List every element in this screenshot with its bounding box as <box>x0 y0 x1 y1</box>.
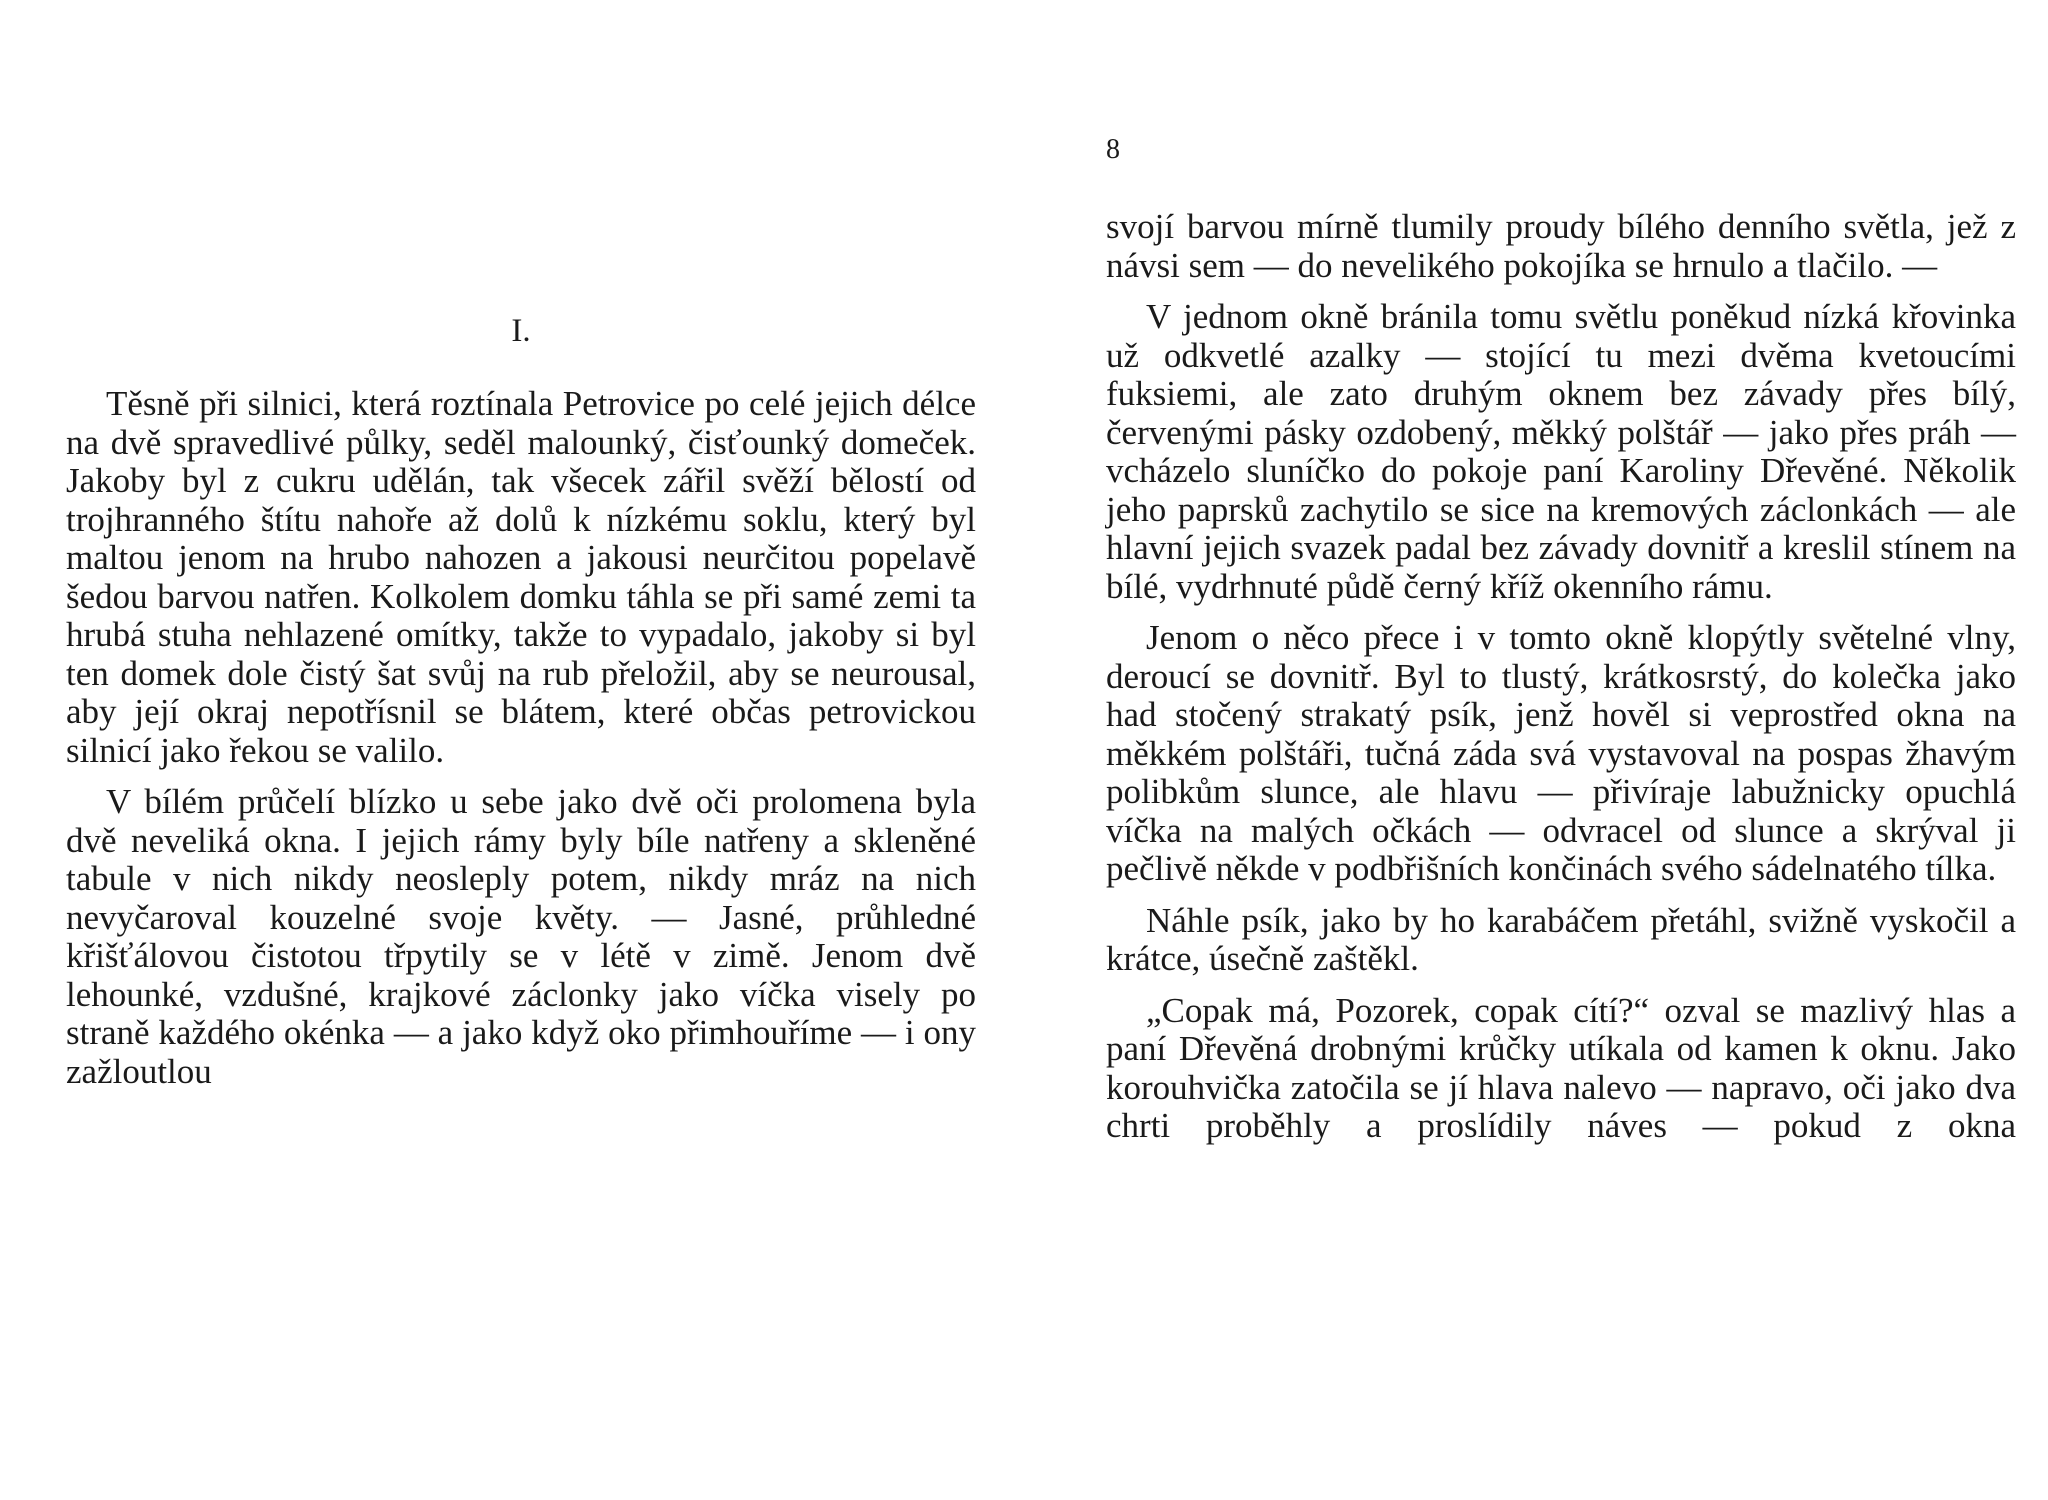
paragraph: Jenom o něco přece i v tomto okně klopýtly světelné vlny, deroucí se dovnitř. Byl to tlustý, krátkosrstý, do kolečka jako had stočený strakatý psík, jenž hověl si veprostřed okna na měkkém polštáři, tučná záda svá vystavoval na pospas žhavým polibkům slunce, ale hlavu — přivíraje labužnicky opuchlá víčka na malých očkách — odvracel od slunce a skrýval ji pečlivě někde v podbřišních končinách svého sádelnatého tílka. <box>1106 618 2016 888</box>
left-page <box>66 0 976 1500</box>
paragraph: Těsně při silnici, která roztínala Petrovice po celé jejich délce na dvě spravedlivé půlky, seděl malounký, čisťounký domeček. Jakoby byl z cukru udělán, tak všecek zářil svěží bělostí od trojhranného štítu nahoře až dolů k nízkému soklu, který byl maltou jenom na hrubo nahozen a jakousi neurčitou popelavě šedou barvou natřen. Kolkolem domku táhla se při samé zemi ta hrubá stuha nehlazené omítky, takže to vypadalo, jakoby si byl ten domek dole čistý šat svůj na rub přeložil, aby se neurousal, aby její okraj nepotřísnil se blátem, které občas petrovickou silnicí jako řekou se valilo. <box>66 384 976 770</box>
paragraph: Náhle psík, jako by ho karabáčem přetáhl, svižně vyskočil a krátce, úsečně zaštěkl. <box>1106 900 2016 978</box>
paragraph: svojí barvou mírně tlumily proudy bílého denního světla, jež z návsi sem — do nevelikého pokojíka se hrnulo a tlačilo. — <box>1106 207 2016 285</box>
right-page-text <box>1106 208 2016 1159</box>
paragraph: V jednom okně bránila tomu světlu poněkud nízká křovinka už odkvetlé azalky — stojící tu mezi dvěma kvetoucími fuksiemi, ale zato druhým oknem bez závady přes bílý, červenými pásky ozdobený, měkký polštář — jako přes práh — vcházelo sluníčko do pokoje paní Karoliny Dřevěné. Několik jeho paprsků zachytilo se sice na kremových záclonkách — ale hlavní jejich svazek padal bez závady dovnitř a kreslil stínem na bílé, vydrhnuté půdě černý kříž okenního rámu. <box>1106 297 2016 606</box>
paragraph: „Copak má, Pozorek, copak cítí?“ ozval se mazlivý hlas a paní Dřevěná drobnými krůčky utíkala od kamen k oknu. Jako korouhvička zatočila se jí hlava nalevo — napravo, oči jako dva chrti proběhly a proslídily náves — pokud z okna <box>1106 990 2016 1145</box>
chapter-heading: I. <box>511 313 531 349</box>
right-page <box>1106 0 2016 1500</box>
page-number: 8 <box>1106 134 1120 165</box>
left-page-text <box>66 385 976 1104</box>
paragraph: V bílém průčelí blízko u sebe jako dvě oči prolomena byla dvě neveliká okna. I jejich rámy byly bíle natřeny a skleněné tabule v nich nikdy neosleply potem, nikdy mráz na nich nevyčaroval kouzelné svoje květy. — Jasné, průhledné křišťálovou čistotou třpytily se v létě v zimě. Jenom dvě lehounké, vzdušné, krajkové záclonky jako víčka visely po straně každého okénka — a jako když oko přimhouříme — i ony zažloutlou <box>66 782 976 1091</box>
